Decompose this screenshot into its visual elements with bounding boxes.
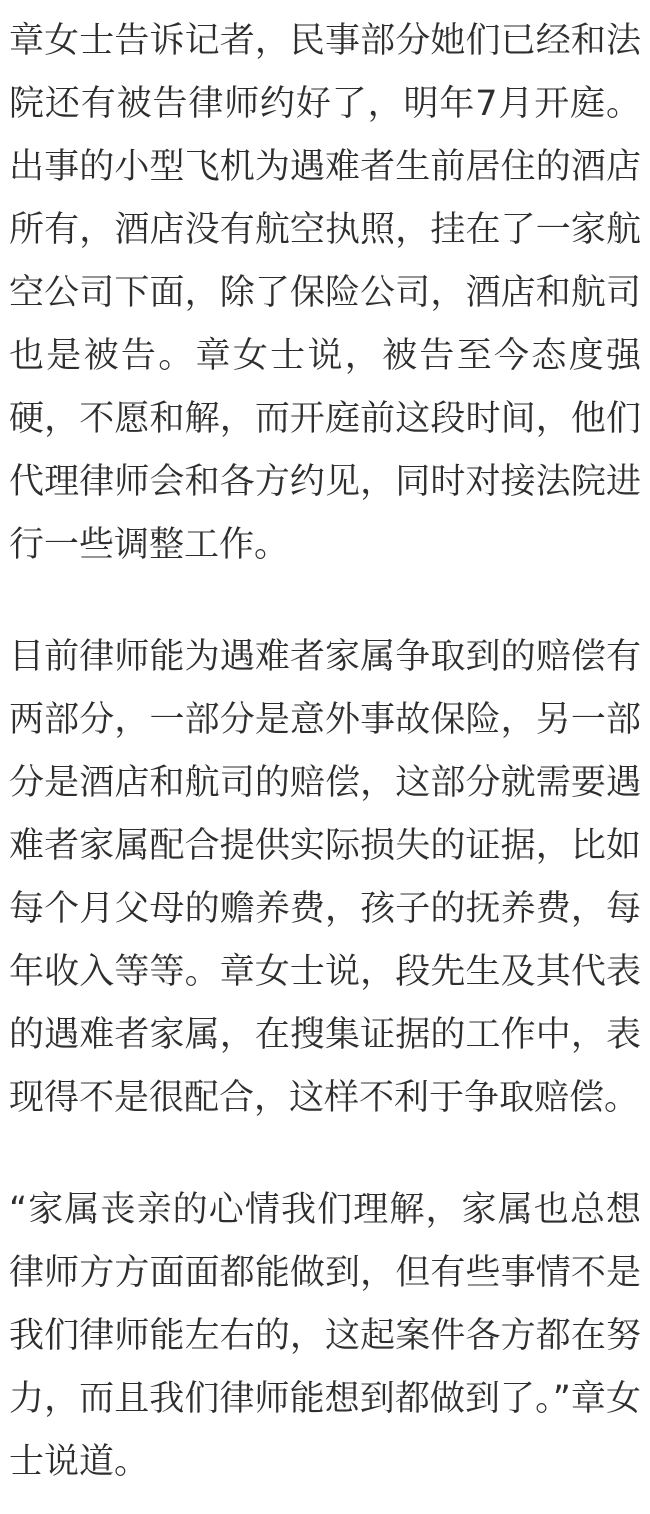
article-paragraph-2: 目前律师能为遇难者家属争取到的赔偿有两部分，一部分是意外事故保险，另一部分是酒店和航司的赔偿，这部分就需要遇难者家属配合提供实际损失的证据，比如每个月父母的赡养费，孩子的抚养费，每年收入等等。章女士说，段先生及其代表的遇难者家属，在搜集证据的工作中，表现得不是很配合，这样不利于争取赔偿。 — [9, 637, 641, 1118]
article-paragraph-3: “家属丧亲的心情我们理解，家属也总想律师方方面面都能做到，但有些事情不是我们律师能左右的，这起案件各方都在努力，而且我们律师能想到都做到了。”章女士说道。 — [9, 1190, 641, 1482]
article-paragraph-1: 章女士告诉记者，民事部分她们已经和法院还有被告律师约好了，明年7月开庭。出事的小型飞机为遇难者生前居住的酒店所有，酒店没有航空执照，挂在了一家航空公司下面，除了保险公司，酒店和航司也是被告。章女士说，被告至今态度强硬，不愿和解，而开庭前这段时间，他们代理律师会和各方约见，同时对接法院进行一些调整工作。 — [9, 21, 641, 565]
